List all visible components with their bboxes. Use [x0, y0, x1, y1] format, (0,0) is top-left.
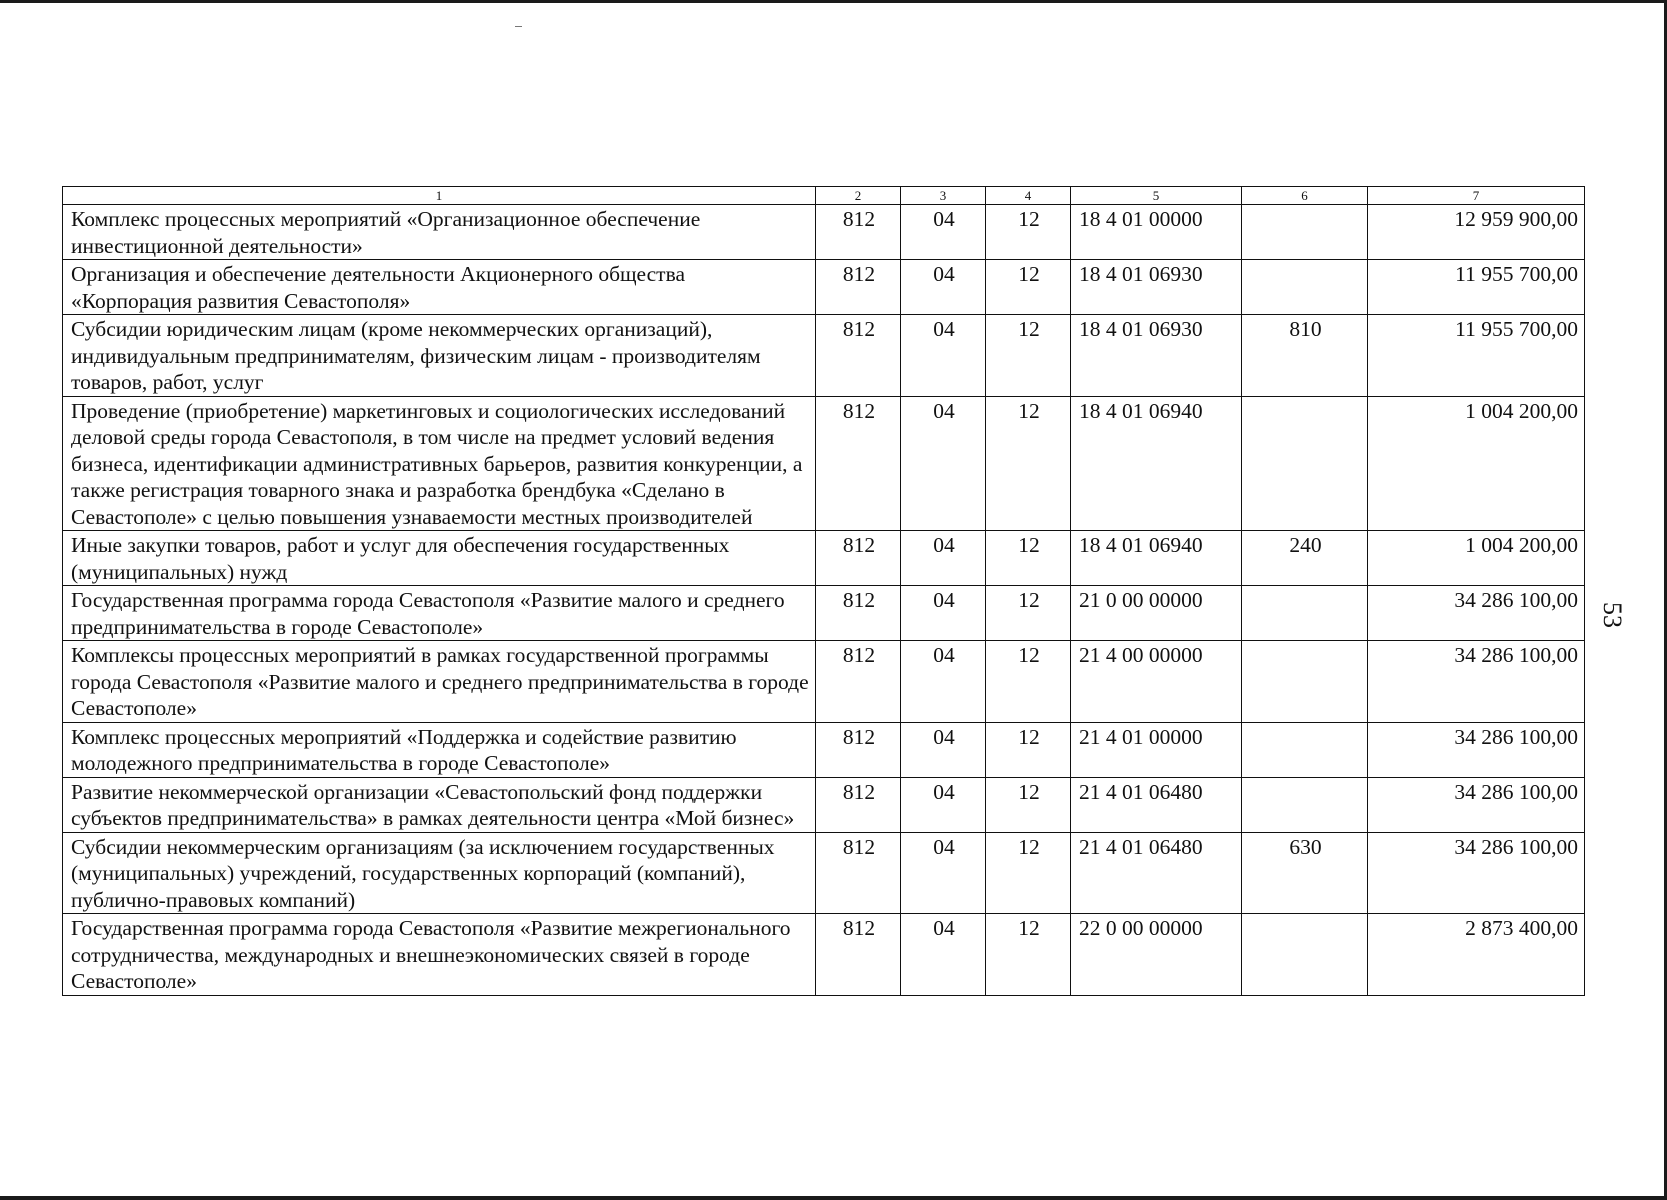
column-number: 6	[1242, 187, 1368, 205]
section-code-cell: 04	[901, 586, 986, 641]
table-row	[63, 777, 1585, 832]
row-name-cell: Развитие некоммерческой организации «Севастопольский фонд поддержки субъектов предпринимательства» в рамках деятельности центра «Мой бизнес»	[63, 777, 816, 832]
row-name-cell: Государственная программа города Севастополя «Развитие малого и среднего предпринимательства в городе Севастополе»	[63, 586, 816, 641]
target-item-cell: 21 0 00 00000	[1071, 586, 1242, 641]
amount-cell: 11 955 700,00	[1368, 260, 1585, 315]
section-code-cell: 04	[901, 914, 986, 996]
target-item-cell: 21 4 01 06480	[1071, 832, 1242, 914]
section-code-cell: 04	[901, 722, 986, 777]
target-item-cell: 18 4 01 00000	[1071, 205, 1242, 260]
admin-code-cell: 812	[816, 914, 901, 996]
row-name-cell: Комплекс процессных мероприятий «Поддержка и содействие развитию молодежного предпринимательства в городе Севастополе»	[63, 722, 816, 777]
table-row	[63, 260, 1585, 315]
admin-code-cell: 812	[816, 315, 901, 397]
expense-type-cell: 810	[1242, 315, 1368, 397]
page-number: 53	[1598, 602, 1627, 628]
expense-type-cell	[1242, 914, 1368, 996]
expense-type-cell	[1242, 641, 1368, 723]
target-item-cell: 21 4 01 00000	[1071, 722, 1242, 777]
subsection-code-cell: 12	[986, 832, 1071, 914]
row-name-cell: Проведение (приобретение) маркетинговых и социологических исследований деловой среды города Севастополя, в том числе на предмет условий ведения бизнеса, идентификации административных барьеров, развития конкуренции, а также регистрация товарного знака и разработка брендбука «Сделано в Севастополе» с целью повышения узнаваемости местных производителей	[63, 396, 816, 531]
amount-cell: 34 286 100,00	[1368, 586, 1585, 641]
budget-table	[62, 186, 1585, 996]
column-number: 1	[63, 187, 816, 205]
column-number: 4	[986, 187, 1071, 205]
amount-cell: 1 004 200,00	[1368, 531, 1585, 586]
target-item-cell: 18 4 01 06940	[1071, 531, 1242, 586]
expense-type-cell	[1242, 586, 1368, 641]
section-code-cell: 04	[901, 260, 986, 315]
target-item-cell: 18 4 01 06930	[1071, 260, 1242, 315]
amount-cell: 1 004 200,00	[1368, 396, 1585, 531]
expense-type-cell: 630	[1242, 832, 1368, 914]
row-name-cell: Государственная программа города Севастополя «Развитие межрегионального сотрудничества, международных и внешнеэкономических связей в городе Севастополе»	[63, 914, 816, 996]
column-number: 3	[901, 187, 986, 205]
expense-type-cell	[1242, 396, 1368, 531]
expense-type-cell	[1242, 260, 1368, 315]
amount-cell: 34 286 100,00	[1368, 722, 1585, 777]
admin-code-cell: 812	[816, 641, 901, 723]
target-item-cell: 21 4 00 00000	[1071, 641, 1242, 723]
admin-code-cell: 812	[816, 260, 901, 315]
subsection-code-cell: 12	[986, 641, 1071, 723]
admin-code-cell: 812	[816, 832, 901, 914]
row-name-cell: Организация и обеспечение деятельности Акционерного общества «Корпорация развития Севастополя»	[63, 260, 816, 315]
subsection-code-cell: 12	[986, 315, 1071, 397]
table-row	[63, 586, 1585, 641]
row-name-cell: Комплекс процессных мероприятий «Организационное обеспечение инвестиционной деятельности»	[63, 205, 816, 260]
column-number: 2	[816, 187, 901, 205]
amount-cell: 12 959 900,00	[1368, 205, 1585, 260]
section-code-cell: 04	[901, 531, 986, 586]
expense-type-cell	[1242, 722, 1368, 777]
admin-code-cell: 812	[816, 531, 901, 586]
row-name-cell: Комплексы процессных мероприятий в рамках государственной программы города Севастополя «Развитие малого и среднего предпринимательства в городе Севастополе»	[63, 641, 816, 723]
row-name-cell: Иные закупки товаров, работ и услуг для обеспечения государственных (муниципальных) нужд	[63, 531, 816, 586]
table-row	[63, 531, 1585, 586]
table-row	[63, 315, 1585, 397]
subsection-code-cell: 12	[986, 777, 1071, 832]
admin-code-cell: 812	[816, 722, 901, 777]
subsection-code-cell: 12	[986, 722, 1071, 777]
admin-code-cell: 812	[816, 205, 901, 260]
amount-cell: 34 286 100,00	[1368, 777, 1585, 832]
table-row	[63, 914, 1585, 996]
scan-edge-top	[0, 0, 1667, 3]
table-row	[63, 205, 1585, 260]
subsection-code-cell: 12	[986, 531, 1071, 586]
section-code-cell: 04	[901, 396, 986, 531]
amount-cell: 34 286 100,00	[1368, 832, 1585, 914]
section-code-cell: 04	[901, 777, 986, 832]
table-row	[63, 832, 1585, 914]
amount-cell: 34 286 100,00	[1368, 641, 1585, 723]
subsection-code-cell: 12	[986, 260, 1071, 315]
expense-type-cell	[1242, 777, 1368, 832]
admin-code-cell: 812	[816, 586, 901, 641]
target-item-cell: 18 4 01 06940	[1071, 396, 1242, 531]
amount-cell: 2 873 400,00	[1368, 914, 1585, 996]
table-row	[63, 641, 1585, 723]
scan-speck	[515, 26, 522, 27]
column-number-row	[63, 187, 1585, 205]
subsection-code-cell: 12	[986, 396, 1071, 531]
section-code-cell: 04	[901, 832, 986, 914]
row-name-cell: Субсидии юридическим лицам (кроме некоммерческих организаций), индивидуальным предпринимателям, физическим лицам - производителям товаров, работ, услуг	[63, 315, 816, 397]
section-code-cell: 04	[901, 315, 986, 397]
column-number: 7	[1368, 187, 1585, 205]
admin-code-cell: 812	[816, 777, 901, 832]
column-number: 5	[1071, 187, 1242, 205]
expense-type-cell: 240	[1242, 531, 1368, 586]
scan-edge-bottom	[0, 1196, 1667, 1200]
subsection-code-cell: 12	[986, 914, 1071, 996]
table-row	[63, 396, 1585, 531]
expense-type-cell	[1242, 205, 1368, 260]
table-row	[63, 722, 1585, 777]
section-code-cell: 04	[901, 205, 986, 260]
amount-cell: 11 955 700,00	[1368, 315, 1585, 397]
target-item-cell: 22 0 00 00000	[1071, 914, 1242, 996]
row-name-cell: Субсидии некоммерческим организациям (за исключением государственных (муниципальных) учреждений, государственных корпораций (компаний), публично-правовых компаний)	[63, 832, 816, 914]
target-item-cell: 21 4 01 06480	[1071, 777, 1242, 832]
admin-code-cell: 812	[816, 396, 901, 531]
target-item-cell: 18 4 01 06930	[1071, 315, 1242, 397]
subsection-code-cell: 12	[986, 205, 1071, 260]
subsection-code-cell: 12	[986, 586, 1071, 641]
section-code-cell: 04	[901, 641, 986, 723]
